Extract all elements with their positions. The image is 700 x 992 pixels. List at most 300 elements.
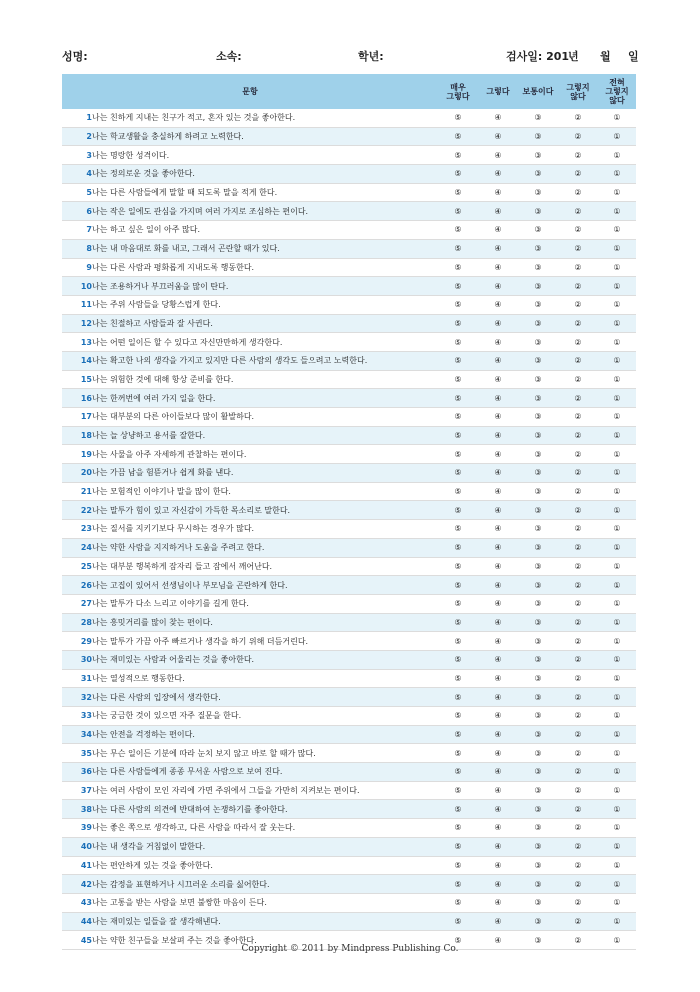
option-disagree[interactable]: ②	[558, 837, 598, 856]
option-neutral[interactable]: ③	[518, 370, 558, 389]
option-disagree[interactable]: ②	[558, 819, 598, 838]
option-strongly-agree[interactable]: ⑤	[438, 613, 478, 632]
option-agree[interactable]: ④	[478, 426, 518, 445]
option-disagree[interactable]: ②	[558, 781, 598, 800]
option-agree[interactable]: ④	[478, 931, 518, 950]
option-neutral[interactable]: ③	[518, 725, 558, 744]
item-number: 42	[62, 875, 92, 894]
option-disagree[interactable]: ②	[558, 408, 598, 427]
option-strongly-disagree[interactable]: ①	[598, 893, 636, 912]
item-number: 6	[62, 202, 92, 221]
option-neutral[interactable]: ③	[518, 221, 558, 240]
month-label: 월	[600, 50, 611, 63]
option-agree[interactable]: ④	[478, 520, 518, 539]
item-text: 나는 안전을 걱정하는 편이다.	[92, 725, 438, 744]
option-agree[interactable]: ④	[478, 893, 518, 912]
option-disagree[interactable]: ②	[558, 650, 598, 669]
option-strongly-disagree[interactable]: ①	[598, 389, 636, 408]
table-row	[62, 819, 636, 838]
option-strongly-agree[interactable]: ⑤	[438, 109, 478, 127]
option-neutral[interactable]: ③	[518, 613, 558, 632]
item-text: 나는 명랑한 성격이다.	[92, 146, 438, 165]
option-neutral[interactable]: ③	[518, 650, 558, 669]
option-disagree[interactable]: ②	[558, 538, 598, 557]
option-disagree[interactable]: ②	[558, 520, 598, 539]
table-row	[62, 669, 636, 688]
table-row	[62, 445, 636, 464]
item-text: 나는 어떤 일이든 할 수 있다고 자신만만하게 생각한다.	[92, 333, 438, 352]
option-strongly-agree[interactable]: ⑤	[438, 650, 478, 669]
option-strongly-agree[interactable]: ⑤	[438, 333, 478, 352]
option-disagree[interactable]: ②	[558, 183, 598, 202]
table-row	[62, 389, 636, 408]
item-number: 5	[62, 183, 92, 202]
option-strongly-agree[interactable]: ⑤	[438, 482, 478, 501]
table-row	[62, 688, 636, 707]
option-agree[interactable]: ④	[478, 613, 518, 632]
option-disagree[interactable]: ②	[558, 893, 598, 912]
option-disagree[interactable]: ②	[558, 314, 598, 333]
option-neutral[interactable]: ③	[518, 482, 558, 501]
table-row	[62, 576, 636, 595]
option-disagree[interactable]: ②	[558, 370, 598, 389]
item-text: 나는 재미있는 사람과 어울리는 것을 좋아한다.	[92, 650, 438, 669]
item-number: 9	[62, 258, 92, 277]
option-strongly-agree[interactable]: ⑤	[438, 800, 478, 819]
option-agree[interactable]: ④	[478, 557, 518, 576]
item-number: 20	[62, 464, 92, 483]
option-strongly-disagree[interactable]: ①	[598, 277, 636, 296]
option-strongly-disagree[interactable]: ①	[598, 875, 636, 894]
option-strongly-disagree[interactable]: ①	[598, 931, 636, 950]
table-row	[62, 314, 636, 333]
option-neutral[interactable]: ③	[518, 445, 558, 464]
option-strongly-disagree[interactable]: ①	[598, 333, 636, 352]
option-neutral[interactable]: ③	[518, 146, 558, 165]
option-strongly-disagree[interactable]: ①	[598, 520, 636, 539]
option-strongly-disagree[interactable]: ①	[598, 464, 636, 483]
option-strongly-agree[interactable]: ⑤	[438, 856, 478, 875]
option-agree[interactable]: ④	[478, 389, 518, 408]
option-neutral[interactable]: ③	[518, 819, 558, 838]
option-neutral[interactable]: ③	[518, 333, 558, 352]
item-number: 35	[62, 744, 92, 763]
item-text: 나는 내 생각을 거침없이 말한다.	[92, 837, 438, 856]
option-strongly-disagree[interactable]: ①	[598, 295, 636, 314]
option-strongly-agree[interactable]: ⑤	[438, 763, 478, 782]
option-strongly-agree[interactable]: ⑤	[438, 669, 478, 688]
option-strongly-agree[interactable]: ⑤	[438, 520, 478, 539]
option-disagree[interactable]: ②	[558, 295, 598, 314]
option-strongly-agree[interactable]: ⑤	[438, 576, 478, 595]
table-row	[62, 183, 636, 202]
option-neutral[interactable]: ③	[518, 763, 558, 782]
option-disagree[interactable]: ②	[558, 744, 598, 763]
option-strongly-agree[interactable]: ⑤	[438, 295, 478, 314]
option-strongly-agree[interactable]: ⑤	[438, 277, 478, 296]
option-agree[interactable]: ④	[478, 669, 518, 688]
option-strongly-agree[interactable]: ⑤	[438, 445, 478, 464]
option-neutral[interactable]: ③	[518, 744, 558, 763]
option-strongly-disagree[interactable]: ①	[598, 426, 636, 445]
option-disagree[interactable]: ②	[558, 763, 598, 782]
option-agree[interactable]: ④	[478, 819, 518, 838]
option-strongly-agree[interactable]: ⑤	[438, 501, 478, 520]
option-neutral[interactable]: ③	[518, 426, 558, 445]
option-disagree[interactable]: ②	[558, 146, 598, 165]
item-number: 3	[62, 146, 92, 165]
table-row	[62, 707, 636, 726]
option-disagree[interactable]: ②	[558, 632, 598, 651]
table-row	[62, 856, 636, 875]
option-strongly-agree[interactable]: ⑤	[438, 594, 478, 613]
option-agree[interactable]: ④	[478, 837, 518, 856]
option-disagree[interactable]: ②	[558, 613, 598, 632]
item-text: 나는 다른 사람들에게 종종 무서운 사람으로 보여 진다.	[92, 763, 438, 782]
option-neutral[interactable]: ③	[518, 314, 558, 333]
option-strongly-agree[interactable]: ⑤	[438, 931, 478, 950]
option-agree[interactable]: ④	[478, 482, 518, 501]
item-number: 44	[62, 912, 92, 931]
option-strongly-agree[interactable]: ⑤	[438, 819, 478, 838]
option-strongly-disagree[interactable]: ①	[598, 183, 636, 202]
option-strongly-disagree[interactable]: ①	[598, 146, 636, 165]
option-strongly-disagree[interactable]: ①	[598, 501, 636, 520]
option-strongly-disagree[interactable]: ①	[598, 725, 636, 744]
option-disagree[interactable]: ②	[558, 389, 598, 408]
item-text: 나는 대부분 행복하게 잠자리 들고 잠에서 깨어난다.	[92, 557, 438, 576]
option-strongly-disagree[interactable]: ①	[598, 819, 636, 838]
option-agree[interactable]: ④	[478, 165, 518, 184]
option-strongly-agree[interactable]: ⑤	[438, 688, 478, 707]
option-agree[interactable]: ④	[478, 650, 518, 669]
option-disagree[interactable]: ②	[558, 669, 598, 688]
option-strongly-disagree[interactable]: ①	[598, 632, 636, 651]
option-agree[interactable]: ④	[478, 314, 518, 333]
option-strongly-agree[interactable]: ⑤	[438, 258, 478, 277]
option-disagree[interactable]: ②	[558, 109, 598, 127]
option-neutral[interactable]: ③	[518, 408, 558, 427]
item-number: 36	[62, 763, 92, 782]
item-number: 13	[62, 333, 92, 352]
option-disagree[interactable]: ②	[558, 707, 598, 726]
option-disagree[interactable]: ②	[558, 501, 598, 520]
option-neutral[interactable]: ③	[518, 576, 558, 595]
option-neutral[interactable]: ③	[518, 389, 558, 408]
option-strongly-agree[interactable]: ⑤	[438, 239, 478, 258]
item-text: 나는 친절하고 사람들과 잘 사귄다.	[92, 314, 438, 333]
option-agree[interactable]: ④	[478, 707, 518, 726]
option-disagree[interactable]: ②	[558, 875, 598, 894]
item-text: 나는 다른 사람들에게 말할 때 되도록 말을 적게 한다.	[92, 183, 438, 202]
option-strongly-agree[interactable]: ⑤	[438, 408, 478, 427]
item-number: 25	[62, 557, 92, 576]
item-number: 12	[62, 314, 92, 333]
option-neutral[interactable]: ③	[518, 109, 558, 127]
option-agree[interactable]: ④	[478, 221, 518, 240]
option-agree[interactable]: ④	[478, 800, 518, 819]
option-agree[interactable]: ④	[478, 370, 518, 389]
option-strongly-agree[interactable]: ⑤	[438, 146, 478, 165]
option-strongly-agree[interactable]: ⑤	[438, 707, 478, 726]
option-neutral[interactable]: ③	[518, 351, 558, 370]
table-row	[62, 557, 636, 576]
option-disagree[interactable]: ②	[558, 445, 598, 464]
option-neutral[interactable]: ③	[518, 464, 558, 483]
option-disagree[interactable]: ②	[558, 127, 598, 146]
option-disagree[interactable]: ②	[558, 202, 598, 221]
item-text: 나는 편안하게 있는 것을 좋아한다.	[92, 856, 438, 875]
item-number: 16	[62, 389, 92, 408]
option-strongly-agree[interactable]: ⑤	[438, 744, 478, 763]
option-agree[interactable]: ④	[478, 744, 518, 763]
option-agree[interactable]: ④	[478, 781, 518, 800]
option-neutral[interactable]: ③	[518, 875, 558, 894]
option-agree[interactable]: ④	[478, 688, 518, 707]
item-text: 나는 말투가 가끔 아주 빠르거나 생각을 하기 위해 더듬거린다.	[92, 632, 438, 651]
option-neutral[interactable]: ③	[518, 557, 558, 576]
option-strongly-agree[interactable]: ⑤	[438, 557, 478, 576]
table-row	[62, 538, 636, 557]
option-disagree[interactable]: ②	[558, 856, 598, 875]
option-strongly-disagree[interactable]: ①	[598, 837, 636, 856]
item-number: 38	[62, 800, 92, 819]
item-number: 43	[62, 893, 92, 912]
option-neutral[interactable]: ③	[518, 258, 558, 277]
item-text: 나는 작은 일에도 관심을 가지며 여러 가지로 조심하는 편이다.	[92, 202, 438, 221]
option-strongly-agree[interactable]: ⑤	[438, 221, 478, 240]
day-label: 일	[628, 50, 639, 63]
table-row	[62, 295, 636, 314]
option-header-label: 보통이다	[522, 87, 554, 96]
option-neutral[interactable]: ③	[518, 800, 558, 819]
option-strongly-agree[interactable]: ⑤	[438, 127, 478, 146]
option-strongly-disagree[interactable]: ①	[598, 781, 636, 800]
table-row	[62, 763, 636, 782]
item-number: 8	[62, 239, 92, 258]
option-agree[interactable]: ④	[478, 202, 518, 221]
option-agree[interactable]: ④	[478, 538, 518, 557]
table-row	[62, 277, 636, 296]
option-agree[interactable]: ④	[478, 875, 518, 894]
option-strongly-disagree[interactable]: ①	[598, 482, 636, 501]
option-strongly-agree[interactable]: ⑤	[438, 893, 478, 912]
item-number: 24	[62, 538, 92, 557]
table-row	[62, 202, 636, 221]
option-strongly-disagree[interactable]: ①	[598, 707, 636, 726]
option-strongly-agree[interactable]: ⑤	[438, 389, 478, 408]
option-strongly-disagree[interactable]: ①	[598, 912, 636, 931]
option-strongly-disagree[interactable]: ①	[598, 688, 636, 707]
option-disagree[interactable]: ②	[558, 725, 598, 744]
option-disagree[interactable]: ②	[558, 482, 598, 501]
option-strongly-disagree[interactable]: ①	[598, 744, 636, 763]
option-strongly-agree[interactable]: ⑤	[438, 351, 478, 370]
option-strongly-disagree[interactable]: ①	[598, 109, 636, 127]
option-neutral[interactable]: ③	[518, 520, 558, 539]
option-strongly-disagree[interactable]: ①	[598, 445, 636, 464]
option-neutral[interactable]: ③	[518, 594, 558, 613]
option-agree[interactable]: ④	[478, 763, 518, 782]
option-header-label: 전혀 그렇지 않다	[605, 78, 629, 105]
option-neutral[interactable]: ③	[518, 295, 558, 314]
option-strongly-agree[interactable]: ⑤	[438, 464, 478, 483]
item-text: 나는 정의로운 것을 좋아한다.	[92, 165, 438, 184]
option-disagree[interactable]: ②	[558, 333, 598, 352]
option-disagree[interactable]: ②	[558, 557, 598, 576]
option-strongly-disagree[interactable]: ①	[598, 165, 636, 184]
option-strongly-agree[interactable]: ⑤	[438, 725, 478, 744]
option-neutral[interactable]: ③	[518, 632, 558, 651]
option-agree[interactable]: ④	[478, 277, 518, 296]
option-agree[interactable]: ④	[478, 912, 518, 931]
option-strongly-disagree[interactable]: ①	[598, 594, 636, 613]
option-strongly-disagree[interactable]: ①	[598, 239, 636, 258]
option-strongly-agree[interactable]: ⑤	[438, 183, 478, 202]
option-strongly-agree[interactable]: ⑤	[438, 165, 478, 184]
item-text: 나는 대부분의 다른 아이들보다 많이 활발하다.	[92, 408, 438, 427]
option-agree[interactable]: ④	[478, 127, 518, 146]
option-disagree[interactable]: ②	[558, 239, 598, 258]
option-neutral[interactable]: ③	[518, 202, 558, 221]
option-header-label: 매우 그렇다	[446, 82, 470, 101]
option-strongly-agree[interactable]: ⑤	[438, 538, 478, 557]
option-strongly-disagree[interactable]: ①	[598, 669, 636, 688]
option-strongly-agree[interactable]: ⑤	[438, 781, 478, 800]
option-header-strongly-disagree	[598, 74, 636, 109]
option-neutral[interactable]: ③	[518, 669, 558, 688]
option-agree[interactable]: ④	[478, 725, 518, 744]
option-strongly-disagree[interactable]: ①	[598, 221, 636, 240]
option-agree[interactable]: ④	[478, 856, 518, 875]
option-neutral[interactable]: ③	[518, 856, 558, 875]
option-strongly-disagree[interactable]: ①	[598, 538, 636, 557]
option-neutral[interactable]: ③	[518, 165, 558, 184]
option-disagree[interactable]: ②	[558, 277, 598, 296]
option-strongly-agree[interactable]: ⑤	[438, 632, 478, 651]
option-strongly-disagree[interactable]: ①	[598, 408, 636, 427]
respondent-info-header	[62, 46, 639, 66]
option-strongly-disagree[interactable]: ①	[598, 127, 636, 146]
option-neutral[interactable]: ③	[518, 931, 558, 950]
option-strongly-agree[interactable]: ⑤	[438, 202, 478, 221]
item-text: 나는 늘 상냥하고 용서를 잘한다.	[92, 426, 438, 445]
item-column-header: 문항	[62, 74, 438, 109]
option-neutral[interactable]: ③	[518, 127, 558, 146]
survey-body	[62, 109, 636, 949]
option-strongly-disagree[interactable]: ①	[598, 576, 636, 595]
item-number: 4	[62, 165, 92, 184]
table-row	[62, 165, 636, 184]
item-number: 34	[62, 725, 92, 744]
option-disagree[interactable]: ②	[558, 912, 598, 931]
option-agree[interactable]: ④	[478, 576, 518, 595]
option-strongly-disagree[interactable]: ①	[598, 650, 636, 669]
option-disagree[interactable]: ②	[558, 464, 598, 483]
option-strongly-disagree[interactable]: ①	[598, 351, 636, 370]
option-header-disagree	[558, 74, 598, 109]
option-agree[interactable]: ④	[478, 632, 518, 651]
table-row	[62, 837, 636, 856]
option-disagree[interactable]: ②	[558, 688, 598, 707]
copyright-footer: Copyright © 2011 by Mindpress Publishing Co.	[241, 944, 459, 954]
option-agree[interactable]: ④	[478, 464, 518, 483]
option-neutral[interactable]: ③	[518, 688, 558, 707]
option-neutral[interactable]: ③	[518, 538, 558, 557]
option-agree[interactable]: ④	[478, 445, 518, 464]
option-neutral[interactable]: ③	[518, 912, 558, 931]
option-disagree[interactable]: ②	[558, 221, 598, 240]
option-neutral[interactable]: ③	[518, 183, 558, 202]
item-number: 31	[62, 669, 92, 688]
option-strongly-agree[interactable]: ⑤	[438, 837, 478, 856]
option-disagree[interactable]: ②	[558, 594, 598, 613]
item-text: 나는 말투가 다소 느리고 이야기를 길게 한다.	[92, 594, 438, 613]
option-strongly-disagree[interactable]: ①	[598, 202, 636, 221]
option-disagree[interactable]: ②	[558, 800, 598, 819]
option-agree[interactable]: ④	[478, 351, 518, 370]
option-neutral[interactable]: ③	[518, 781, 558, 800]
option-strongly-agree[interactable]: ⑤	[438, 875, 478, 894]
option-strongly-agree[interactable]: ⑤	[438, 912, 478, 931]
option-agree[interactable]: ④	[478, 258, 518, 277]
option-strongly-disagree[interactable]: ①	[598, 613, 636, 632]
option-disagree[interactable]: ②	[558, 931, 598, 950]
option-agree[interactable]: ④	[478, 333, 518, 352]
option-agree[interactable]: ④	[478, 295, 518, 314]
item-text: 나는 다른 사람의 입장에서 생각한다.	[92, 688, 438, 707]
option-agree[interactable]: ④	[478, 501, 518, 520]
option-neutral[interactable]: ③	[518, 837, 558, 856]
option-disagree[interactable]: ②	[558, 258, 598, 277]
option-disagree[interactable]: ②	[558, 426, 598, 445]
option-agree[interactable]: ④	[478, 183, 518, 202]
option-neutral[interactable]: ③	[518, 893, 558, 912]
option-disagree[interactable]: ②	[558, 576, 598, 595]
option-agree[interactable]: ④	[478, 594, 518, 613]
option-strongly-agree[interactable]: ⑤	[438, 314, 478, 333]
year-label: 년	[568, 50, 579, 63]
option-strongly-disagree[interactable]: ①	[598, 258, 636, 277]
table-row	[62, 464, 636, 483]
option-strongly-agree[interactable]: ⑤	[438, 426, 478, 445]
option-agree[interactable]: ④	[478, 109, 518, 127]
option-neutral[interactable]: ③	[518, 239, 558, 258]
option-strongly-disagree[interactable]: ①	[598, 370, 636, 389]
item-text: 나는 학교생활을 충실하게 하려고 노력한다.	[92, 127, 438, 146]
option-strongly-disagree[interactable]: ①	[598, 557, 636, 576]
option-neutral[interactable]: ③	[518, 707, 558, 726]
option-neutral[interactable]: ③	[518, 501, 558, 520]
option-disagree[interactable]: ②	[558, 351, 598, 370]
option-strongly-disagree[interactable]: ①	[598, 856, 636, 875]
item-number: 41	[62, 856, 92, 875]
option-strongly-disagree[interactable]: ①	[598, 800, 636, 819]
option-strongly-disagree[interactable]: ①	[598, 314, 636, 333]
option-neutral[interactable]: ③	[518, 277, 558, 296]
item-text: 나는 감정을 표현하거나 시끄러운 소리를 싫어한다.	[92, 875, 438, 894]
option-agree[interactable]: ④	[478, 146, 518, 165]
item-text: 나는 친하게 지내는 친구가 적고, 혼자 있는 것을 좋아한다.	[92, 109, 438, 127]
option-disagree[interactable]: ②	[558, 165, 598, 184]
item-number: 40	[62, 837, 92, 856]
item-text: 나는 주위 사람들을 당황스럽게 한다.	[92, 295, 438, 314]
option-strongly-agree[interactable]: ⑤	[438, 370, 478, 389]
option-strongly-disagree[interactable]: ①	[598, 763, 636, 782]
option-agree[interactable]: ④	[478, 239, 518, 258]
option-agree[interactable]: ④	[478, 408, 518, 427]
item-number: 1	[62, 109, 92, 127]
